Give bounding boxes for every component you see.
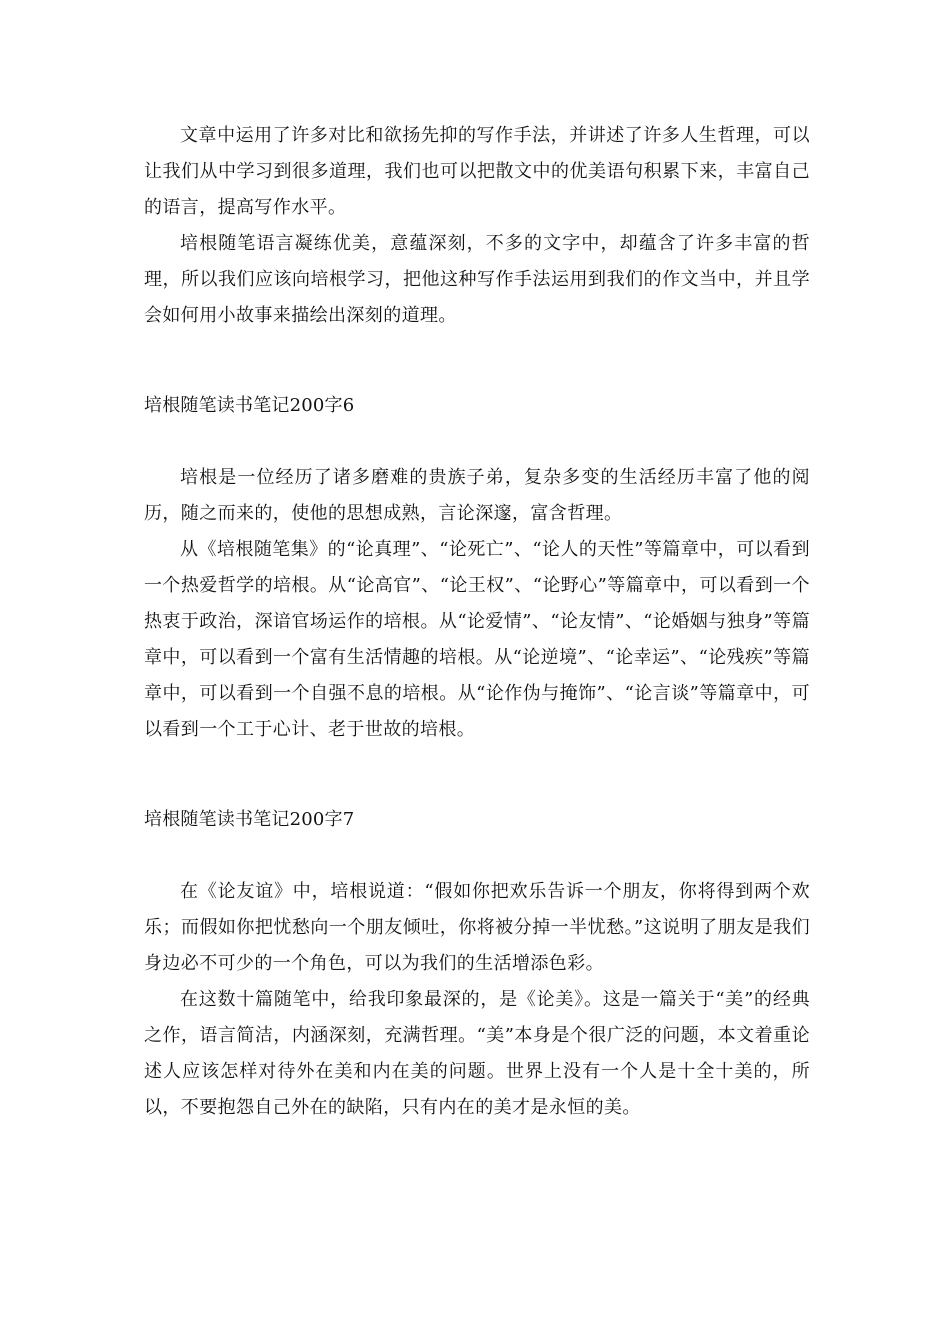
spacer bbox=[144, 748, 810, 802]
section-heading: 培根随笔读书笔记200字6 bbox=[144, 395, 355, 416]
section-heading: 培根随笔读书笔记200字7 bbox=[144, 809, 355, 830]
spacer bbox=[144, 838, 810, 874]
paragraph: 从《培根随笔集》的“论真理”、“论死亡”、“论人的天性”等篇章中，可以看到一个热爱哲学的培根。从“论高官”、“论王权”、“论野心”等篇章中，可以看到一个热衷于政治，深谙官场运作的培根。从“论爱情”、“论友情”、“论婚姻与独身”等篇章中，可以看到一个富有生活情趣的培根。从“论逆境”、“论幸运”、“论残疾”等篇章中，可以看到一个自强不息的培根。从“论作伪与掩饰”、“论言谈”等篇章中，可以看到一个工于心计、老于世故的培根。 bbox=[144, 539, 810, 740]
paragraph: 培根是一位经历了诸多磨难的贵族子弟，复杂多变的生活经历丰富了他的阅历，随之而来的，使他的思想成熟，言论深邃，富含哲理。 bbox=[144, 467, 810, 524]
paragraph: 培根随笔语言凝练优美，意蕴深刻，不多的文字中，却蕴含了许多丰富的哲理，所以我们应该向培根学习，把他这种写作手法运用到我们的作文当中，并且学会如何用小故事来描绘出深刻的道理。 bbox=[144, 233, 810, 326]
paragraph: 在《论友谊》中，培根说道：“假如你把欢乐告诉一个朋友，你将得到两个欢乐；而假如你把忧愁向一个朋友倾吐，你将被分掉一半忧愁。”这说明了朋友是我们身边必不可少的一个角色，可以为我们的生活增添色彩。 bbox=[144, 881, 810, 974]
spacer bbox=[144, 424, 810, 460]
paragraph: 在这数十篇随笔中，给我印象最深的，是《论美》。这是一篇关于“美”的经典之作，语言简洁，内涵深刻，充满哲理。“美”本身是个很广泛的问题，本文着重论述人应该怎样对待外在美和内在美的问题。世界上没有一个人是十全十美的，所以，不要抱怨自己外在的缺陷，只有内在的美才是永恒的美。 bbox=[144, 989, 810, 1118]
spacer bbox=[144, 334, 810, 388]
paragraph: 文章中运用了许多对比和欲扬先抑的写作手法，并讲述了许多人生哲理，可以让我们从中学习到很多道理，我们也可以把散文中的优美语句积累下来，丰富自己的语言，提高写作水平。 bbox=[144, 125, 810, 218]
document-content bbox=[144, 118, 810, 1126]
